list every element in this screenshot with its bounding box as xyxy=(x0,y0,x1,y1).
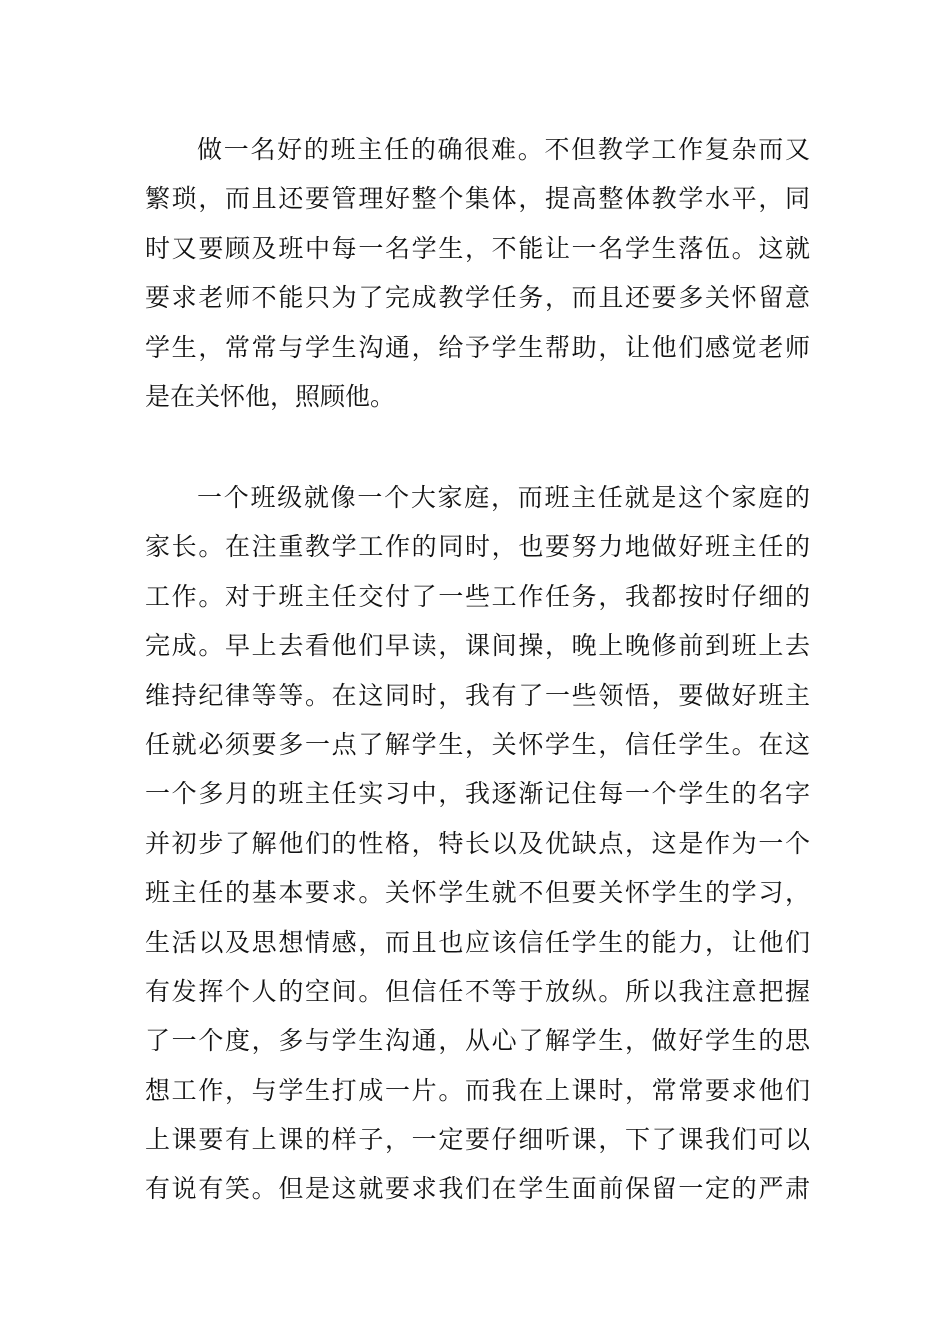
paragraph-1 xyxy=(145,125,810,421)
paragraph-line: 有说有笑。但是这就要求我们在学生面前保留一定的严肃 xyxy=(145,1174,810,1204)
paragraph-line: 上课要有上课的样子，一定要仔细听课，下了课我们可以 xyxy=(145,1125,810,1155)
paragraph-line: 并初步了解他们的性格，特长以及优缺点，这是作为一个 xyxy=(145,828,810,858)
paragraph-2 xyxy=(145,473,810,1214)
paragraph-line: 时又要顾及班中每一名学生，不能让一名学生落伍。这就 xyxy=(145,233,810,263)
paragraph-line: 工作。对于班主任交付了一些工作任务，我都按时仔细的 xyxy=(145,581,810,611)
paragraph-line: 任就必须要多一点了解学生，关怀学生，信任学生。在这 xyxy=(145,729,810,759)
paragraph-line: 一个班级就像一个大家庭，而班主任就是这个家庭的 xyxy=(197,483,810,512)
paragraph-line: 是在关怀他，照顾他。 xyxy=(145,381,396,411)
paragraph-line: 维持纪律等等。在这同时，我有了一些领悟，要做好班主 xyxy=(145,680,810,710)
paragraph-line: 家长。在注重教学工作的同时，也要努力地做好班主任的 xyxy=(145,532,810,562)
paragraph-line: 繁琐，而且还要管理好整个集体，提高整体教学水平，同 xyxy=(145,184,810,214)
paragraph-line: 一个多月的班主任实习中，我逐渐记住每一个学生的名字 xyxy=(145,779,810,809)
paragraph-line: 完成。早上去看他们早读，课间操，晚上晚修前到班上去 xyxy=(145,631,810,661)
paragraph-line: 了一个度，多与学生沟通，从心了解学生，做好学生的思 xyxy=(145,1026,810,1056)
paragraph-line: 班主任的基本要求。关怀学生就不但要关怀学生的学习， xyxy=(145,878,810,908)
paragraph-line: 生活以及思想情感，而且也应该信任学生的能力，让他们 xyxy=(145,927,810,957)
paragraph-line: 想工作，与学生打成一片。而我在上课时，常常要求他们 xyxy=(145,1075,810,1105)
paragraph-line: 有发挥个人的空间。但信任不等于放纵。所以我注意把握 xyxy=(145,976,810,1006)
paragraph-line: 学生，常常与学生沟通，给予学生帮助，让他们感觉老师 xyxy=(145,332,810,362)
paragraph-line: 要求老师不能只为了完成教学任务，而且还要多关怀留意 xyxy=(145,283,810,313)
paragraph-line: 做一名好的班主任的确很难。不但教学工作复杂而又 xyxy=(197,135,810,164)
